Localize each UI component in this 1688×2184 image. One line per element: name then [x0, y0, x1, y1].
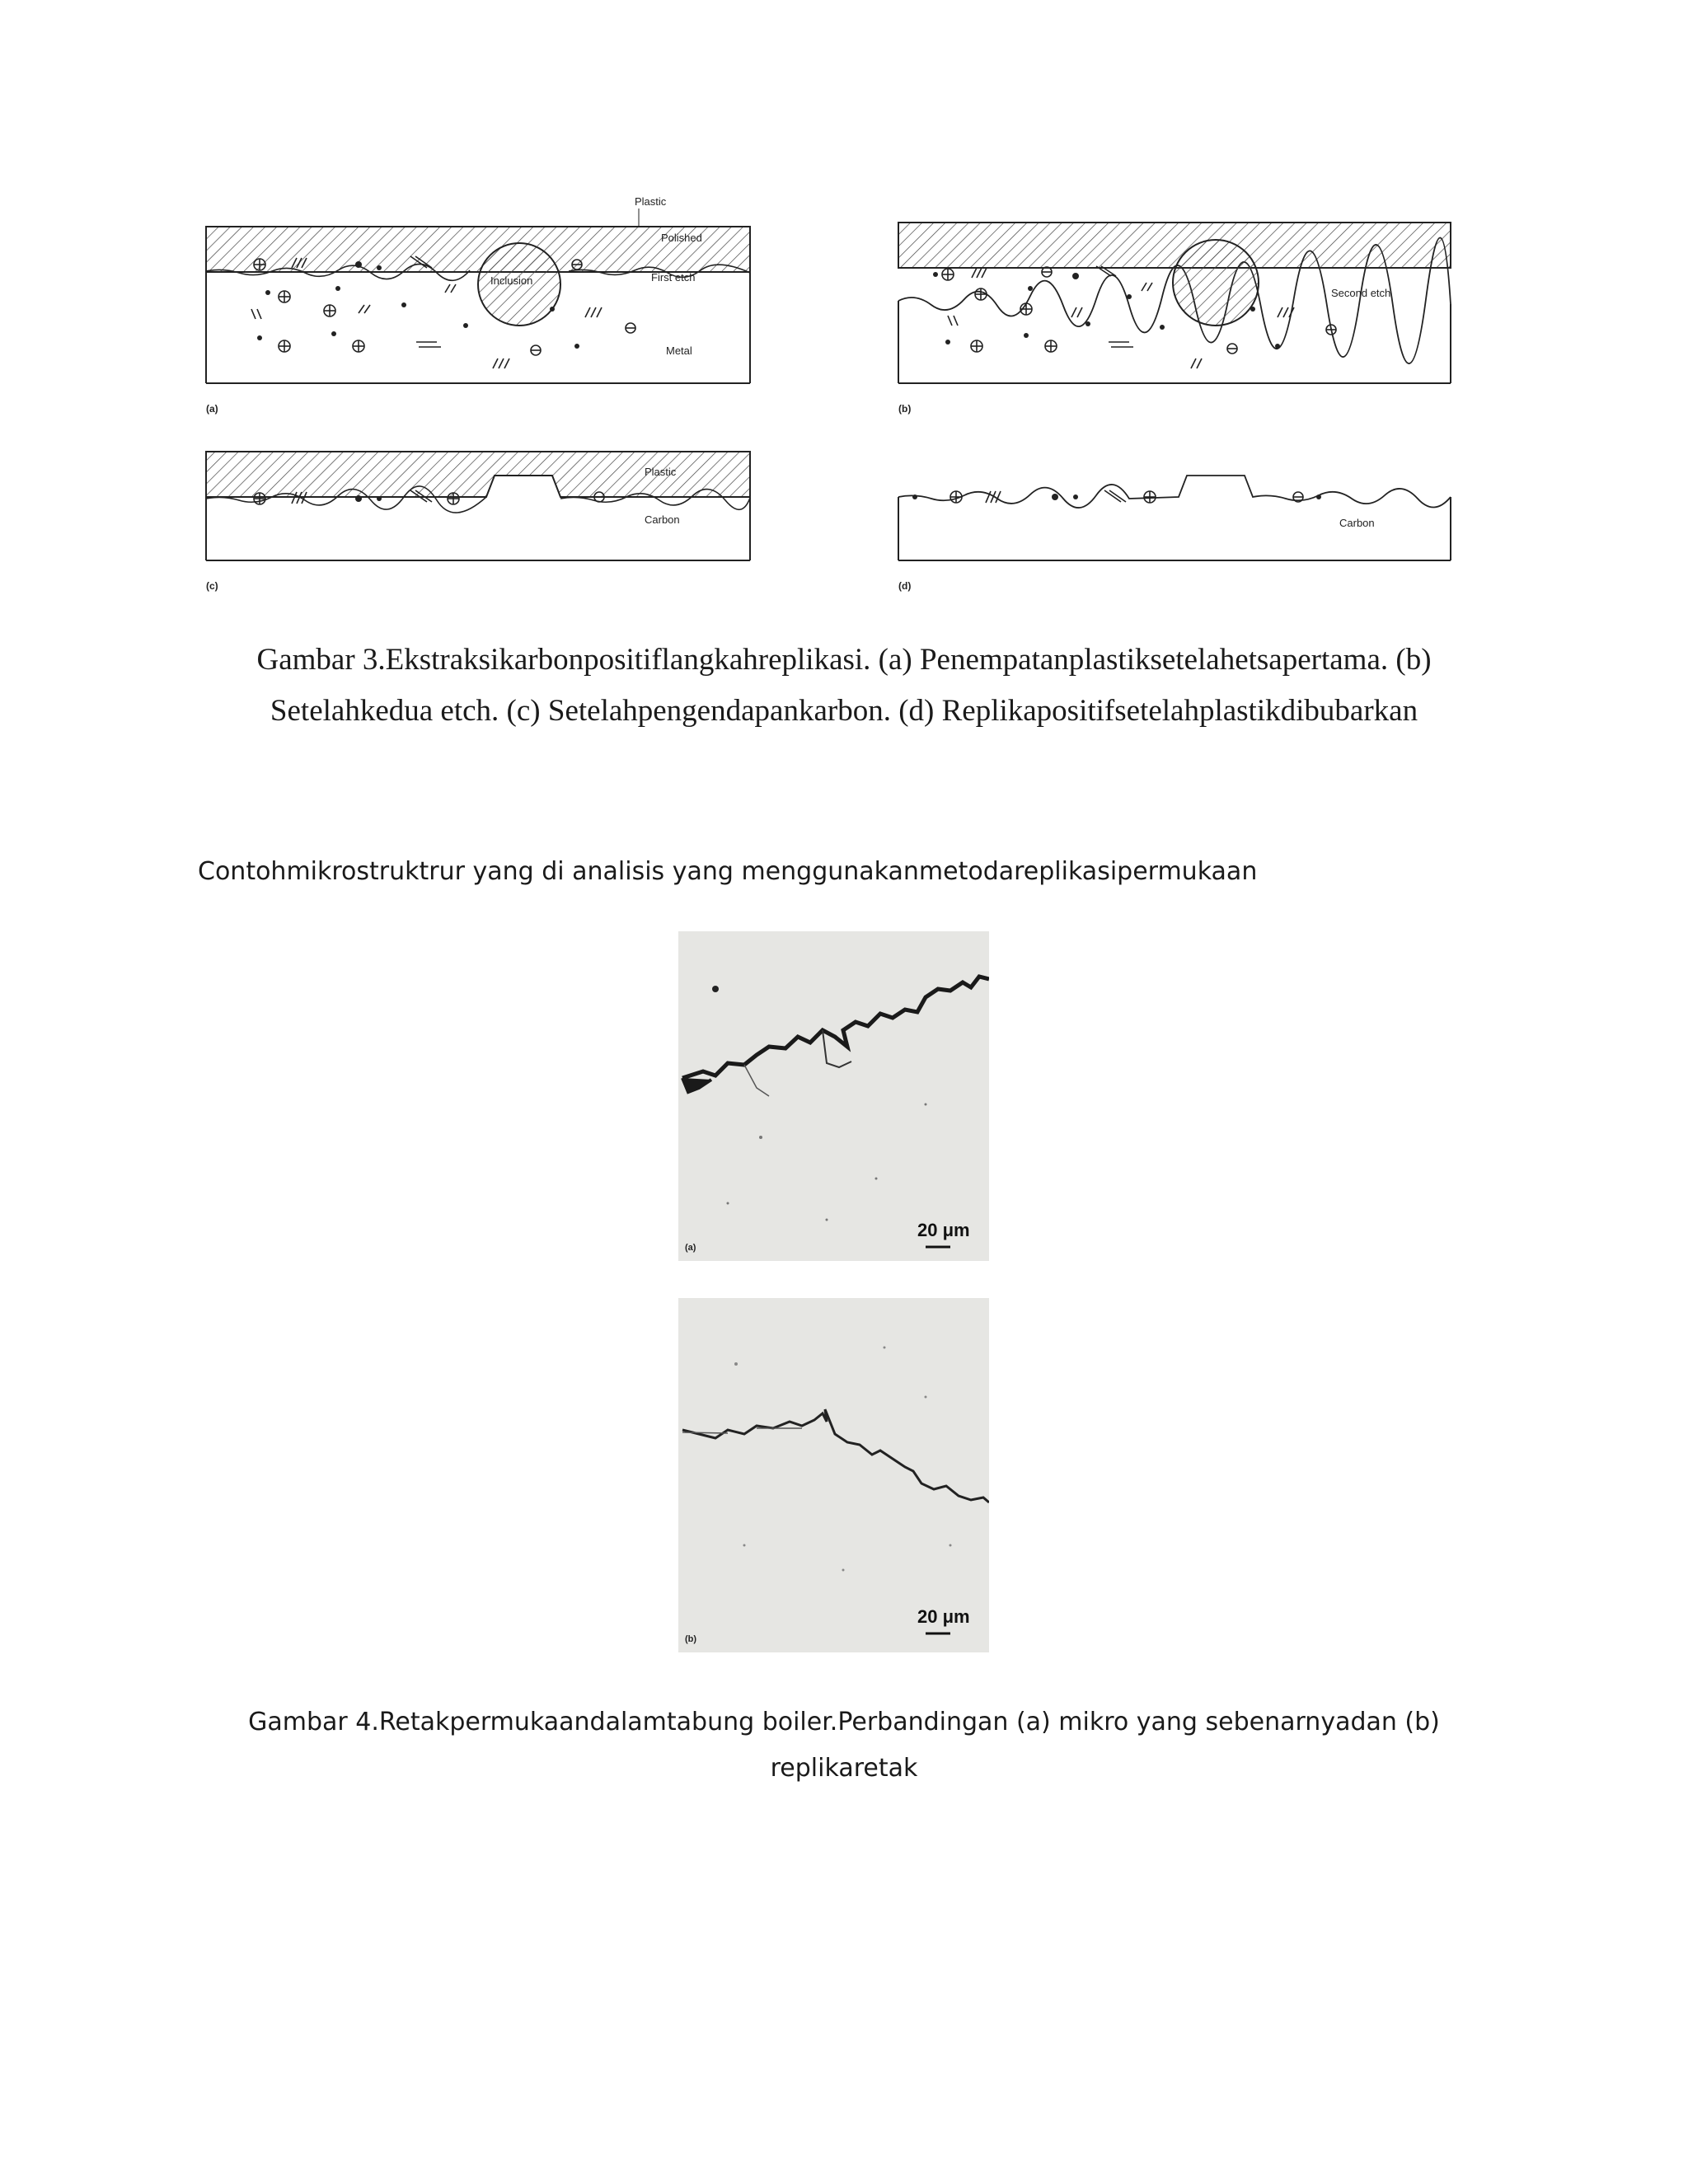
label-polished: Polished	[661, 232, 702, 244]
label-metal: Metal	[666, 344, 692, 357]
figure-4-caption-line-2: replikaretak	[770, 1754, 918, 1783]
intro-text: Contohmikrostruktrur yang di analisis yang menggunakanmetodareplikasipermukaan	[198, 857, 1258, 886]
scale-bar-a: 20 μm	[917, 1220, 970, 1240]
figure-3-diagram	[190, 185, 1475, 606]
panel-letter-4a: (a)	[685, 1243, 696, 1253]
panel-letter-c: (c)	[206, 580, 218, 592]
micrograph-a	[678, 931, 989, 1261]
label-inclusion: Inclusion	[490, 274, 533, 287]
scale-bar-b: 20 μm	[917, 1606, 970, 1627]
panel-letter-b: (b)	[898, 403, 912, 415]
micrograph-b	[678, 1298, 989, 1652]
figure-3-caption-line-2: Setelahkedua etch. (c) Setelahpengendapankarbon. (d) Replikapositifsetelahplastikdibubarkan	[270, 694, 1418, 728]
panel-d	[898, 476, 1451, 592]
label-first-etch: First etch	[651, 271, 696, 284]
figure-4-caption-line-1: Gambar 4.Retakpermukaandalamtabung boiler.Perbandingan (a) mikro yang sebenarnyadan (b)	[248, 1708, 1440, 1736]
panel-letter-d: (d)	[898, 580, 912, 592]
figure-3-caption-line-1: Gambar 3.Ekstraksikarbonpositiflangkahreplikasi. (a) Penempatanplastiksetelahetsapertama. (b)	[256, 643, 1432, 677]
panel-c	[206, 452, 750, 592]
label-plastic-c: Plastic	[645, 466, 677, 478]
label-plastic-a: Plastic	[635, 195, 667, 208]
panel-letter-a: (a)	[206, 403, 218, 415]
label-second-etch: Second etch	[1331, 287, 1391, 299]
panel-b	[898, 223, 1451, 415]
label-carbon-c: Carbon	[645, 513, 680, 526]
panel-letter-4b: (b)	[685, 1634, 697, 1644]
label-carbon-d: Carbon	[1339, 517, 1375, 529]
panel-a	[206, 195, 750, 415]
